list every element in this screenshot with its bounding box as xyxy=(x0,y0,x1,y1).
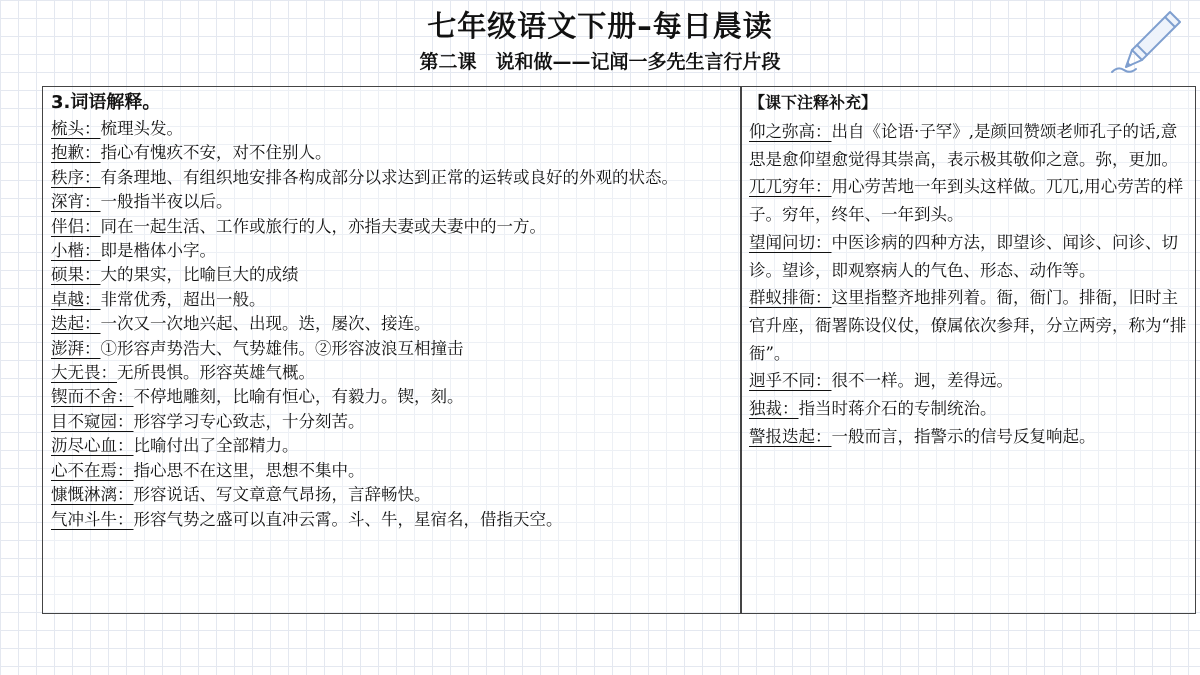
list-item xyxy=(749,229,1189,284)
entry-definition: 不停地雕刻，比喻有恒心，有毅力。锲，刻。 xyxy=(133,387,464,407)
entry-term: 迥乎不同： xyxy=(749,371,832,391)
list-item xyxy=(51,288,741,312)
list-item xyxy=(51,459,741,483)
left-entry-list xyxy=(51,117,741,532)
pencil-icon xyxy=(1104,6,1186,78)
list-item xyxy=(51,166,741,190)
page-subtitle: 第二课 说和做——记闻一多先生言行片段 xyxy=(419,51,781,73)
entry-term: 兀兀穷年： xyxy=(749,177,832,197)
entry-definition: 大的果实，比喻巨大的成绩 xyxy=(100,265,299,285)
entry-definition: 很不一样。迥，差得远。 xyxy=(831,371,1013,391)
annotation-column xyxy=(749,91,1189,450)
entry-definition: 形容说话、写文章意气昂扬，言辞畅快。 xyxy=(133,485,431,505)
entry-term: 梳头： xyxy=(51,119,101,138)
entry-definition: 形容气势之盛可以直冲云霄。斗、牛，星宿名，借指天空。 xyxy=(133,509,563,529)
entry-term: 独裁： xyxy=(749,399,799,419)
entry-definition: 中医诊病的四种方法，即望诊、闻诊、问诊、切诊。望诊，即观察病人的气色、形态、动作等。 xyxy=(749,232,1178,280)
entry-definition: 比喻付出了全部精力。 xyxy=(133,436,299,456)
entry-term: 秩序： xyxy=(51,167,101,187)
list-item xyxy=(51,361,741,385)
right-entry-list xyxy=(749,118,1189,450)
entry-term: 大无畏： xyxy=(51,363,117,383)
entry-term: 目不窥园： xyxy=(51,411,134,431)
entry-definition: 形容学习专心致志，十分刻苦。 xyxy=(133,411,365,431)
entry-definition: 一般而言，指警示的信号反复响起。 xyxy=(831,426,1096,446)
list-item xyxy=(51,508,741,532)
list-item xyxy=(749,118,1189,173)
column-divider xyxy=(740,86,742,614)
list-item xyxy=(51,385,741,409)
entry-term: 卓越： xyxy=(51,289,101,309)
entry-term: 澎湃： xyxy=(51,338,101,358)
list-item xyxy=(51,434,741,458)
list-item xyxy=(51,117,741,141)
entry-definition: 一次又一次地兴起、出现。迭，屡次、接连。 xyxy=(100,314,431,334)
entry-definition: 指当时蒋介石的专制统治。 xyxy=(798,399,997,419)
entry-definition: 指心有愧疚不安，对不住别人。 xyxy=(100,143,332,163)
list-item xyxy=(749,367,1189,395)
entry-term: 心不在焉： xyxy=(51,460,134,480)
entry-definition: 出自《论语·子罕》,是颜回赞颂老师孔子的话,意思是愈仰望愈觉得其崇高，表示极其敬仰之意。弥，更加。 xyxy=(749,122,1178,169)
entry-term: 抱歉： xyxy=(51,143,101,163)
list-item xyxy=(749,423,1189,451)
list-item xyxy=(51,312,741,336)
right-section-heading: 【课下注释补充】 xyxy=(749,93,878,112)
list-item xyxy=(51,263,741,287)
entry-term: 慷慨淋漓： xyxy=(51,485,134,505)
list-item xyxy=(749,284,1189,367)
list-item xyxy=(51,410,741,434)
entry-term: 小楷： xyxy=(51,241,101,261)
entry-term: 群蚁排衙： xyxy=(749,288,832,308)
entry-definition: 这里指整齐地排列着。衙，衙门。排衙，旧时主官升座，衙署陈设仪仗，僚属依次参拜，分立两旁，称为“排衙”。 xyxy=(749,288,1187,363)
entry-term: 沥尽心血： xyxy=(51,436,134,456)
list-item xyxy=(51,190,741,214)
entry-definition: 即是楷体小字。 xyxy=(100,241,216,261)
entry-definition: 无所畏惧。形容英雄气概。 xyxy=(117,363,315,383)
entry-term: 气冲斗牛： xyxy=(51,509,134,529)
entry-term: 硕果： xyxy=(51,265,101,285)
list-item xyxy=(51,215,741,239)
list-item xyxy=(51,239,741,263)
entry-definition: 同在一起生活、工作或旅行的人，亦指夫妻或夫妻中的一方。 xyxy=(100,216,546,236)
list-item xyxy=(749,395,1189,423)
word-explanation-column xyxy=(51,91,741,532)
entry-definition: ①形容声势浩大、气势雄伟。②形容波浪互相撞击 xyxy=(100,338,464,358)
entry-definition: 有条理地、有组织地安排各构成部分以求达到正常的运转或良好的外观的状态。 xyxy=(100,167,678,187)
entry-term: 迭起： xyxy=(51,314,101,334)
entry-definition: 用心劳苦地一年到头这样做。兀兀,用心劳苦的样子。穷年，终年、一年到头。 xyxy=(749,177,1184,225)
entry-definition: 梳理头发。 xyxy=(100,119,183,138)
list-item xyxy=(749,173,1189,228)
left-section-heading: 3.词语解释。 xyxy=(51,92,161,113)
list-item xyxy=(51,483,741,507)
entry-term: 锲而不舍： xyxy=(51,387,134,407)
entry-term: 伴侣： xyxy=(51,216,101,236)
entry-term: 警报迭起： xyxy=(749,426,832,446)
entry-term: 仰之弥高： xyxy=(749,122,832,141)
entry-term: 望闻问切： xyxy=(749,232,832,252)
content-panel xyxy=(42,86,1196,614)
entry-definition: 指心思不在这里，思想不集中。 xyxy=(133,460,365,480)
entry-definition: 一般指半夜以后。 xyxy=(100,192,233,212)
entry-definition: 非常优秀，超出一般。 xyxy=(100,289,266,309)
page-title: 七年级语文下册–每日晨读 xyxy=(427,9,773,43)
entry-term: 深宵： xyxy=(51,192,101,212)
list-item xyxy=(51,337,741,361)
list-item xyxy=(51,141,741,165)
